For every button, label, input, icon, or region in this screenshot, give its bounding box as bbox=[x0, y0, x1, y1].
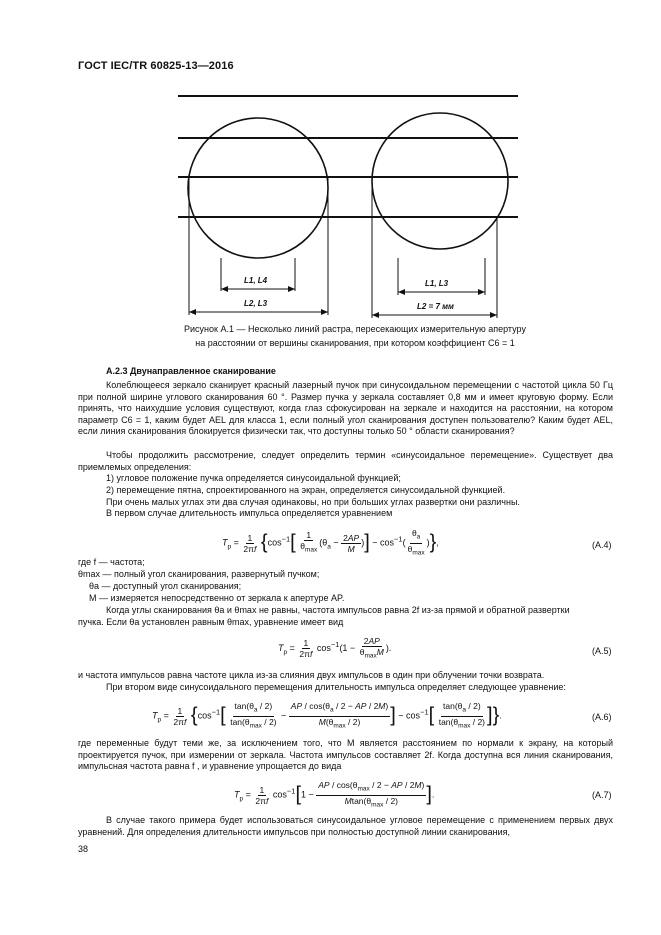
equation-number-a5: (А.5) bbox=[592, 646, 612, 656]
figure-label-right-outer: L2 = 7 мм bbox=[417, 302, 454, 311]
paragraph-5a: Когда углы сканирования θa и θmax не равны, частота импульсов равна 2f из-за прямой и обратной развертки bbox=[106, 605, 570, 615]
list-item-1: 1) угловое положение пучка определяется синусоидальной функцией; bbox=[106, 473, 401, 483]
figure-raster-lines bbox=[0, 0, 661, 330]
paragraph-5b: пучка. Если θa установлен равным θmax, уравнение имеет вид bbox=[78, 617, 344, 627]
paragraph-9: В случае такого примера будет использоваться синусоидальное угловое перемещение с применением первых двух уравнений. Для определения длительности импульсов при полностью доступной линии сканирования, bbox=[78, 815, 613, 837]
equation-number-a4: (А.4) bbox=[592, 540, 612, 550]
figure-label-right-inner: L1, L3 bbox=[425, 279, 449, 288]
paragraph-3: При очень малых углах эти два случая одинаковы, но при больших углах развертки они различны. bbox=[106, 497, 520, 507]
figure-caption-line2: на расстоянии от вершины сканирования, при котором коэффициент C6 = 1 bbox=[195, 338, 515, 348]
paragraph-8: где переменные будут теми же, за исключением того, что M является расстоянием по нормали к экрану, на который проектируется пучок, при измерении от зеркала. Частота импульсов составляет 2f. Когда доступна вся линия сканирования, импульсная частота равна f , и уравнение упрощается до вида bbox=[78, 738, 613, 771]
aperture-circle-right bbox=[372, 113, 508, 249]
definition-m: M — измеряется непосредственно от зеркала к апертуре AP. bbox=[89, 593, 345, 603]
paragraph-7: При втором виде синусоидального перемещения длительность импульса определяет следующее уравнение: bbox=[106, 682, 566, 692]
page-number: 38 bbox=[78, 844, 89, 854]
paragraph-2: Чтобы продолжить рассмотрение, следует определить термин «синусоидальное перемещение». Существует два приемлемых определения: bbox=[78, 450, 613, 472]
equation-a6: $T_p$ = $\frac{1}{2\pi f}$ {$\cos^{-1}$[ $\frac{\tan(\theta_a / 2)}{\tan(\theta_{max} / 2)}$ − $\frac{AP / \cos(\theta_a / 2 - AP / 2M)}{M(\theta_{max} / 2)}$ ] − $\cos^{-1}$[ $\frac{\tan(\theta_a / 2)}{\tan(\theta_{max} / 2)}$ ]}. bbox=[152, 701, 502, 730]
equation-number-a6: (А.6) bbox=[592, 712, 612, 722]
figure-label-left-inner: L1, L4 bbox=[244, 276, 268, 285]
section-title: А.2.3 Двунаправленное сканирование bbox=[106, 366, 276, 376]
definition-theta-max: θmax — полный угол сканирования, развернутый пучком; bbox=[78, 569, 320, 579]
figure-label-left-outer: L2, L3 bbox=[244, 299, 268, 308]
figure-caption bbox=[100, 322, 610, 350]
equation-a4: $T_p$ = $\frac{1}{2\pi f}$ {$\cos^{-1}$[ $\frac{1}{\theta_{max}}$ ($\theta_a$ − $\frac{2AP}{M}$ )] − $\cos^{-1}$( $\frac{\theta_a}{\theta_{max}}$ )}, bbox=[222, 528, 439, 557]
document-header: ГОСТ IEC/TR 60825-13—2016 bbox=[78, 60, 234, 72]
figure-caption-line1: Рисунок А.1 — Несколько линий растра, пересекающих измерительную апертуру bbox=[184, 324, 526, 334]
equation-number-a7: (А.7) bbox=[592, 790, 612, 800]
list-item-2: 2) перемещение пятна, спроектированного на экран, определяется синусоидальной функцией. bbox=[106, 485, 506, 495]
equation-a7: $T_p$ = $\frac{1}{2\pi f}$ $\cos^{-1}[1$ − $\frac{AP / \cos(\theta_{max} / 2 - AP / 2M)}{Mtan(\theta_{max} / 2)}$ ]. bbox=[234, 780, 435, 809]
definition-f: где f — частота; bbox=[78, 557, 145, 567]
paragraph-1: Колеблющееся зеркало сканирует красный лазерный пучок при синусоидальном перемещении с частотой цикла 50 Гц при полной ширине углового сканирования 60 °. Размер пучка у зеркала составляет 0,8 мм и имеет круговую форму. Если принять, что наихудшие условия существуют, когда глаз сфокусирован на зеркале и находится на расстоянии, на котором параметр C6 = 1, каким будет AEL для класса 1, если полный угол сканирования доступен пользователю? Каким будет AEL, если линия сканирования блокируется физически так, что доступны только 50 ° области сканирования? bbox=[78, 380, 613, 436]
paragraph-4: В первом случае длительность импульса определяется уравнением bbox=[106, 508, 393, 518]
paragraph-6: и частота импульсов равна частоте цикла из-за слияния двух импульсов в один при облучении точки возврата. bbox=[78, 670, 545, 680]
equation-a5: $T_p$ = $\frac{1}{2\pi f}$ $\cos^{-1}(1$ − $\frac{2AP}{\theta_{max}M}$ ). bbox=[278, 636, 392, 660]
definition-theta-a: θa — доступный угол сканирования; bbox=[89, 581, 242, 591]
